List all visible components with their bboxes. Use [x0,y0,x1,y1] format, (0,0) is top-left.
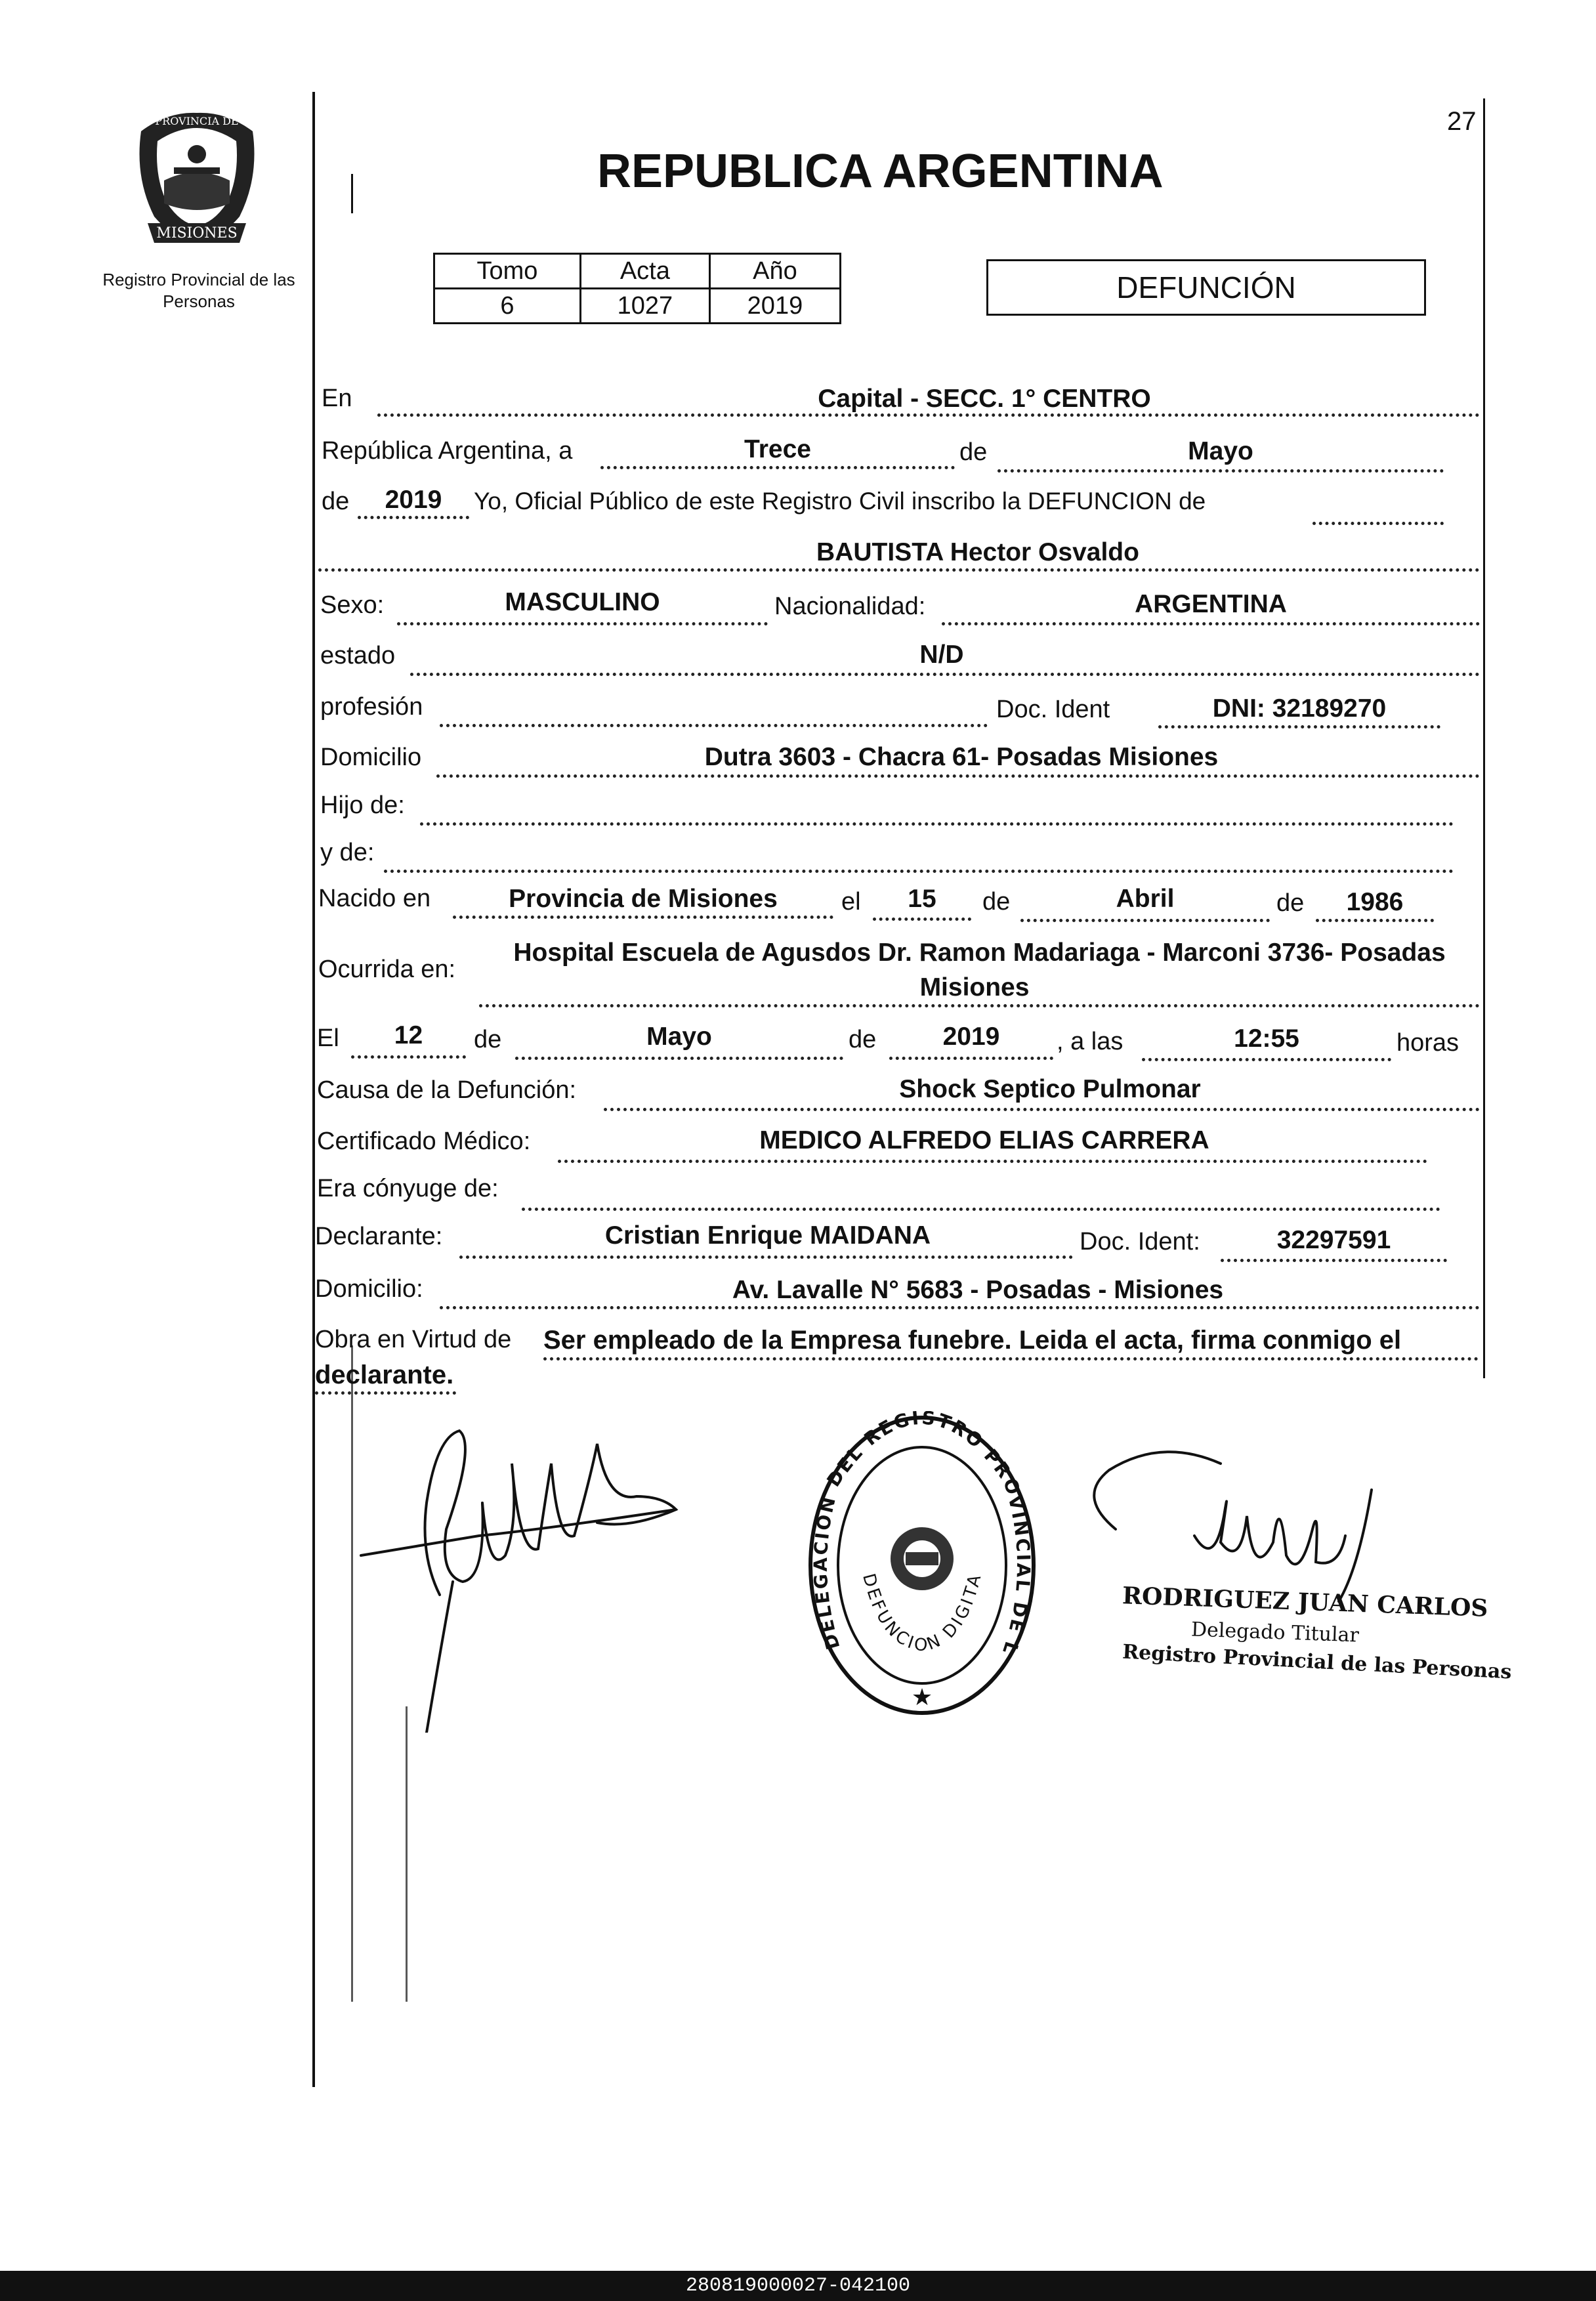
coat-of-arms-seal [128,105,266,253]
value-death-year: 2019 [942,1023,1000,1051]
svg-text:DELEGACION DEL REGISTRO PROVIN: DELEGACION DEL REGISTRO PROVINCIAL DE L [809,1411,1035,1659]
dotted-line [440,1306,1480,1309]
svg-text:★: ★ [911,1684,933,1711]
svg-text:DEFUNCION DIGITAL: DEFUNCION DIGITA [858,1570,986,1656]
dotted-line [543,1357,1479,1361]
margin-dash [406,1706,408,2002]
label-el: el [841,888,861,916]
value-domicilio: Dutra 3603 - Chacra 61- Posadas Misiones [704,743,1219,771]
dotted-line [453,916,833,919]
dotted-line [318,568,1480,572]
official-name: RODRIGUEZ JUAN CARLOS [1122,1582,1489,1622]
dotted-line [522,1208,1440,1211]
dotted-line [315,1391,456,1395]
value-nacionalidad: ARGENTINA [1135,590,1287,618]
dotted-line [889,1057,1053,1060]
value-declarante: Cristian Enrique MAIDANA [604,1221,931,1250]
value-death-time: 12:55 [1234,1024,1299,1053]
label-causa: Causa de la Defunción: [317,1076,577,1104]
value-deceased-name: BAUTISTA Hector Osvaldo [816,538,1139,566]
value-death-day: 12 [394,1021,423,1049]
official-office: Registro Provincial de las Personas [1122,1640,1513,1684]
value-birth-day: 15 [908,885,936,913]
value-certificado: MEDICO ALFREDO ELIAS CARRERA [759,1126,1209,1154]
dotted-line [377,413,1480,417]
dotted-line [410,673,1480,676]
label-el-death: El [317,1024,339,1052]
dotted-line [1312,522,1444,525]
value-day-text: Trece [744,435,811,463]
table-value-acta: 1027 [580,289,709,324]
dotted-line [604,1108,1480,1111]
value-month-text: Mayo [1188,437,1253,465]
value-estado: N/D [919,641,964,669]
dotted-line [459,1256,1073,1259]
label-de-month: de [982,888,1011,916]
label-certificado: Certificado Médico: [317,1128,531,1155]
dotted-line [515,1057,843,1060]
dotted-line [1158,725,1440,728]
label-conyuge: Era cónyuge de: [317,1175,499,1202]
label-doc-ident-declarante: Doc. Ident: [1080,1228,1200,1256]
dotted-line [942,622,1480,625]
document-type-box: DEFUNCIÓN [986,259,1426,316]
table-header-acta: Acta [580,254,709,289]
dotted-line [558,1160,1427,1163]
label-de-birth-year: de [1276,889,1305,917]
document-barcode: 280819000027-042100 [0,2271,1596,2301]
label-hijo-de: Hijo de: [320,792,405,819]
value-year: 2019 [385,486,442,514]
value-location: Capital - SECC. 1° CENTRO [818,385,1151,413]
dotted-line [600,466,955,469]
official-role: Delegado Titular [1190,1618,1360,1647]
value-doc-ident: DNI: 32189270 [1212,694,1387,723]
label-republica: República Argentina, a [322,437,573,465]
label-doc-ident: Doc. Ident [996,696,1110,723]
registry-table [433,253,841,324]
value-nacido-en: Provincia de Misiones [509,885,778,913]
label-de: de [959,438,988,466]
left-margin-rule [312,92,315,2087]
label-ocurrida-en: Ocurrida en: [318,956,456,983]
value-causa: Shock Septico Pulmonar [899,1075,1201,1103]
page-title: REPUBLICA ARGENTINA [597,145,1164,198]
label-horas: horas [1396,1029,1460,1057]
label-declarante: Declarante: [315,1223,443,1250]
dotted-line [479,1004,1480,1007]
table-value-anio: 2019 [709,289,840,324]
label-de-death-year: de [849,1026,877,1053]
table-value-tomo: 6 [434,289,581,324]
value-obra-line2: declarante. [315,1361,454,1389]
label-en: En [322,385,352,412]
label-yo-oficial: Yo, Oficial Público de este Registro Civil inscribo la DEFUNCION de [474,488,1206,515]
official-stamp [801,1411,1043,1720]
label-a-las: , a las [1057,1028,1124,1055]
dotted-line [384,870,1454,873]
value-death-month: Mayo [646,1023,712,1051]
label-obra: Obra en Virtud de [315,1326,512,1353]
registry-name: Registro Provincial de las Personas [102,270,295,311]
value-doc-declarante: 32297591 [1276,1226,1391,1254]
label-domicilio-declarante: Domicilio: [315,1275,423,1303]
svg-text:PROVINCIA DE: PROVINCIA DE [155,115,239,127]
label-estado: estado [320,642,396,669]
right-margin-rule [1483,98,1485,1378]
dotted-line [1142,1058,1391,1061]
dotted-line [440,724,988,727]
label-y-de: y de: [320,839,375,866]
label-profesion: profesión [320,693,423,721]
value-birth-year: 1986 [1346,888,1404,916]
dotted-line [1221,1259,1447,1262]
dotted-line [998,469,1444,473]
declarant-signature [348,1424,689,1733]
table-header-anio: Año [709,254,840,289]
dotted-line [397,622,768,625]
dotted-line [1316,919,1434,922]
dotted-line [351,1055,466,1059]
label-nacionalidad: Nacionalidad: [774,593,926,620]
value-ocurrida-line2: Misiones [919,973,1030,1002]
value-ocurrida-line1: Hospital Escuela de Agusdos Dr. Ramon Madariaga - Marconi 3736- Posadas [513,939,1446,967]
dotted-line [1020,919,1270,922]
svg-text:MISIONES: MISIONES [156,225,238,242]
dotted-line [358,516,469,519]
label-de-death-month: de [474,1026,502,1053]
value-birth-month: Abril [1116,885,1175,913]
table-header-tomo: Tomo [434,254,581,289]
margin-dash [351,174,353,213]
label-nacido-en: Nacido en [318,885,431,912]
dotted-line [436,774,1480,778]
dotted-line [420,822,1454,826]
label-domicilio: Domicilio [320,744,422,771]
value-sexo: MASCULINO [505,588,660,616]
value-obra-line1: Ser empleado de la Empresa funebre. Leida el acta, firma conmigo el [543,1326,1402,1355]
page-number: 27 [1447,107,1477,136]
official-signature [1063,1437,1431,1608]
label-sexo: Sexo: [320,591,385,619]
dotted-line [873,918,971,921]
value-domicilio-declarante: Av. Lavalle N° 5683 - Posadas - Misiones [732,1276,1224,1304]
label-de-year: de [322,488,350,515]
